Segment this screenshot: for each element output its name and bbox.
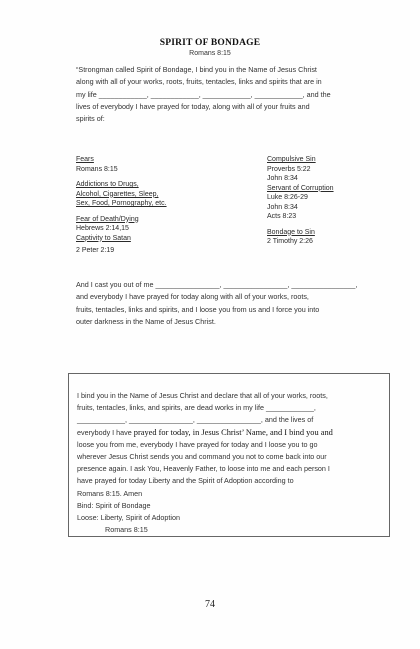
- box-line-part: prayed for today, in Jesus Christ’ Name, and I bind you and: [133, 427, 333, 437]
- cast-out-paragraph: [76, 279, 388, 328]
- intro-line: my life ____________, ____________, ____________, ____________, and the: [76, 89, 331, 99]
- fruit-heading: Servant of Corruption: [267, 184, 334, 192]
- scripture-ref: Luke 8:26-29: [267, 194, 308, 201]
- scripture-ref: John 8:34: [267, 203, 298, 211]
- scripture-ref: Romans 8:15: [76, 165, 118, 173]
- fruits-right-column: [267, 155, 397, 247]
- box-line: have prayed for today Liberty and the Spirit of Adoption according to: [77, 476, 294, 486]
- intro-paragraph: [76, 64, 388, 125]
- loosing-prayer-box: [68, 373, 390, 537]
- box-line: presence again. I ask You, Heavenly Father, to loose into me and each person I: [77, 464, 330, 474]
- intro-line: “Strongman called Spirit of Bondage, I bind you in the Name of Jesus Christ: [76, 65, 317, 74]
- scripture-ref: 2 Peter 2:19: [76, 247, 115, 254]
- page-subtitle: Romans 8:15: [189, 50, 231, 57]
- box-line: [77, 427, 385, 439]
- box-line: fruits, tentacles, links, and spirits, are dead works in my life ____________,: [77, 403, 316, 413]
- bind-line: Bind: Spirit of Bondage: [77, 500, 151, 510]
- loose-ref: Romans 8:15: [105, 525, 148, 535]
- box-line: loose you from me, everybody I have prayed for today and I loose you to go: [77, 439, 318, 449]
- scripture-ref: Acts 8:23: [267, 213, 297, 220]
- box-text: [77, 390, 385, 536]
- intro-line: along with all of your works, roots, fruits, tentacles, links and spirits that are in: [76, 77, 322, 87]
- fruit-heading: Bondage to Sin: [267, 228, 315, 236]
- fruits-left-column: [76, 155, 261, 256]
- box-line: ____________, ________________, ________________, and the lives of: [77, 415, 314, 425]
- fruit-heading: Fear of Death/Dying: [76, 215, 139, 223]
- cast-out-line: and everybody I have prayed for today along with all of your works, roots,: [76, 292, 309, 302]
- cast-out-line: fruits, tentacles, links and spirits, and I loose you from us and I force you into: [76, 304, 320, 314]
- fruit-heading: Captivity to Satan: [76, 234, 131, 242]
- scripture-ref: Hebrews 2:14,15: [76, 225, 129, 232]
- cast-out-line: And I cast you out of me ________________, ________________, ________________,: [76, 280, 358, 289]
- fruit-heading: Compulsive Sin: [267, 156, 316, 163]
- fruit-heading: Fears: [76, 156, 94, 163]
- fruit-heading: Alcohol, Cigarettes, Sleep,: [76, 190, 159, 198]
- box-line: I bind you in the Name of Jesus Christ and declare that all of your works, roots,: [77, 391, 328, 400]
- fruit-heading: Addictions to Drugs,: [76, 181, 139, 188]
- scripture-ref: 2 Timothy 2:26: [267, 238, 313, 245]
- page-title: SPIRIT OF BONDAGE: [159, 38, 261, 48]
- box-line: Romans 8:15. Amen: [77, 488, 143, 498]
- box-line-part: everybody I have: [77, 427, 134, 437]
- intro-line: spirits of:: [76, 114, 105, 124]
- box-line: wherever Jesus Christ sends you and command you not to come back into our: [77, 452, 327, 462]
- page-number: 74: [205, 599, 215, 610]
- fruit-heading: Sex, Food, Pornography, etc.: [76, 200, 167, 207]
- scripture-ref: Proverbs 5:22: [267, 165, 311, 173]
- intro-line: lives of everybody I have prayed for today, along with all of your fruits and: [76, 101, 310, 111]
- scripture-ref: John 8:34: [267, 175, 298, 182]
- loose-line: Loose: Liberty, Spirit of Adoption: [77, 513, 180, 523]
- cast-out-line: outer darkness in the Name of Jesus Christ.: [76, 316, 216, 326]
